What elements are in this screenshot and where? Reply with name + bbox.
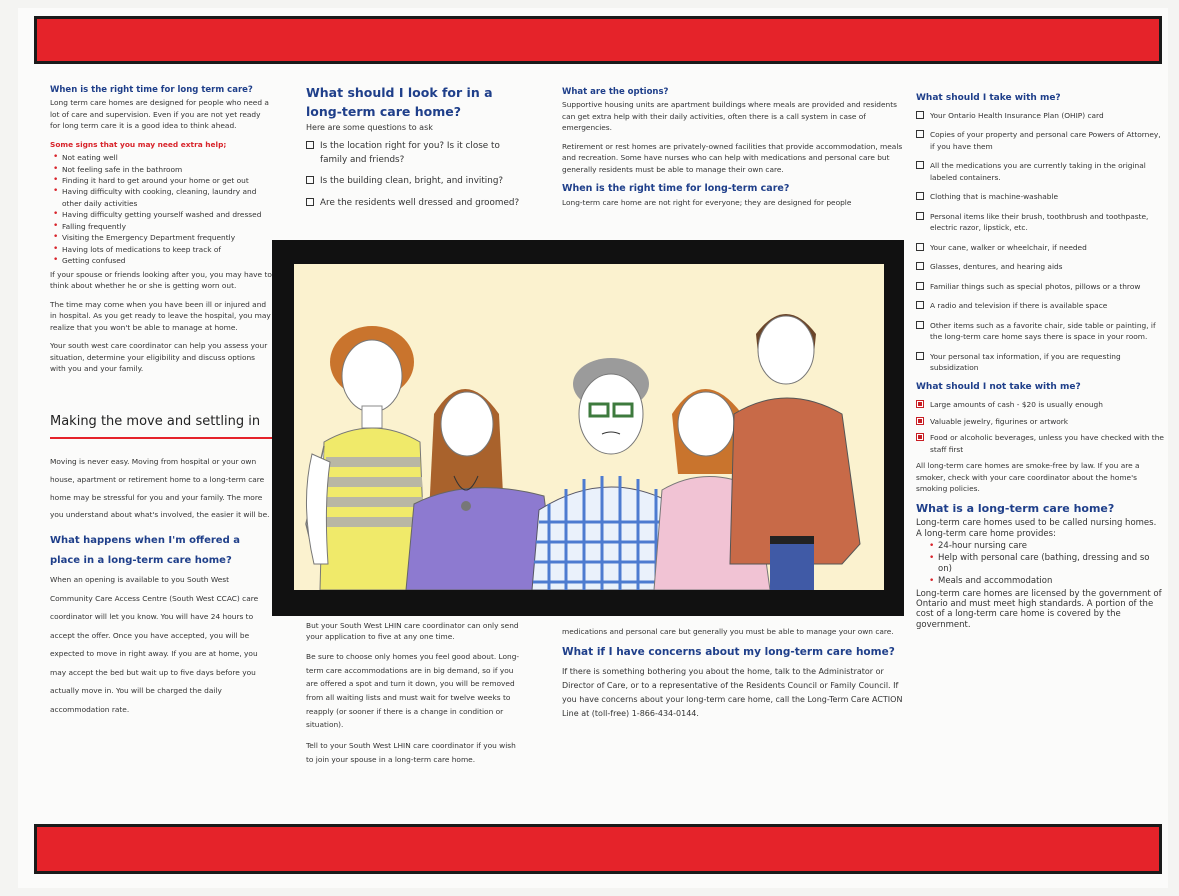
family-illustration (294, 264, 884, 590)
person-woman-striped (306, 326, 426, 590)
checklist-text: Your Ontario Health Insurance Plan (OHIP) card (930, 110, 1104, 120)
checkbox-icon (916, 111, 924, 119)
paragraph: If there is something bothering you about the home, talk to the Administrator or Director of Care, or to a representative of the Residents Council or Family Council. If you have concerns about your long-term care home, call the Long-Term Care ACTION Line at (toll-free) 1-866-434-0144. (562, 666, 903, 718)
list-item: • Having difficulty getting yourself washed and dressed (62, 209, 272, 220)
column-4 (916, 92, 1164, 637)
column-1 (50, 84, 272, 381)
checklist-text: Is the building clean, bright, and inviting? (320, 176, 504, 187)
checklist-item (320, 175, 524, 189)
column-1-lower (50, 412, 272, 726)
list-item: • 24-hour nursing care (938, 541, 1164, 552)
checkbox-icon (306, 141, 314, 149)
checklist-item (930, 320, 1164, 343)
checklist-item (930, 300, 1164, 311)
heading-not-take: What should I not take with me? (916, 382, 1081, 393)
checklist-text: Clothing that is machine-washable (930, 192, 1059, 202)
checklist-item (930, 191, 1164, 202)
family-picture-frame (272, 240, 904, 616)
person-girl-purple (406, 389, 556, 590)
heading-right-time: When is the right time for long term care? (50, 85, 253, 95)
take-list (916, 110, 1164, 374)
checklist-text: Glasses, dentures, and hearing aids (930, 262, 1063, 272)
paragraph: When an opening is available to you South West Community Care Access Centre (South West CCAC) care coordinator will let you know. You will have 24 hours to accept the offer. Once you have accepted, you will be expected to move in right away. If you are at home, you may accept the bed but wait up to five days before you actually move in. You will be charged the daily accommodation rate. (50, 575, 259, 714)
checklist-text: Personal items like their brush, toothbrush and toothpaste, electric razor, lipstick, etc. (930, 211, 1149, 233)
paragraph: Long term care homes are designed for people who need a lot of care and supervision. Even if you are not yet ready for long term care it is a good idea to think ahead. (50, 98, 269, 131)
paragraph: Your south west care coordinator can help you assess your situation, determine your eligibility and discuss options with you and your family. (50, 341, 268, 374)
checkbox-icon (916, 352, 924, 360)
checkbox-icon (916, 262, 924, 270)
list-item: • Meals and accommodation (938, 576, 1164, 587)
checklist-item (320, 197, 524, 211)
questions-intro: Here are some questions to ask (306, 122, 433, 132)
heading-concerns: What if I have concerns about my long-term care home? (562, 646, 895, 659)
x-box-icon (916, 433, 924, 441)
section-title-making-the-move: Making the move and settling in (50, 412, 272, 439)
paragraph: The time may come when you have been ill or injured and in hospital. As you get ready to leave the hospital, you may realize that you won't be able to manage at home. (50, 299, 271, 332)
paragraph: All long-term care homes are smoke-free by law. If you are a smoker, check with your care coordinator about the home's smoking policies. (916, 461, 1140, 494)
signs-title: Some signs that you may need extra help; (50, 139, 227, 149)
column-3-lower (562, 626, 907, 728)
checkbox-icon (306, 198, 314, 206)
checkbox-icon (916, 321, 924, 329)
checklist-item (930, 160, 1164, 183)
column-2-lower (306, 620, 524, 773)
top-red-banner (34, 16, 1162, 64)
checklist-text: Large amounts of cash - $20 is usually enough (930, 400, 1103, 410)
paragraph: Long-term care homes are licensed by the government of Ontario and must meet high standards. A portion of the cost of a long-term care home is covered by the government. (916, 589, 1162, 630)
checkbox-icon (916, 161, 924, 169)
checkbox-icon (916, 212, 924, 220)
checklist-item (930, 416, 1164, 427)
x-box-icon (916, 400, 924, 408)
checklist-item (930, 399, 1164, 410)
provides-list (916, 541, 1164, 587)
checkbox-icon (916, 130, 924, 138)
checklist-item (320, 140, 524, 167)
checkbox-icon (916, 243, 924, 251)
heading-what-is-ltc: What is a long-term care home? (916, 501, 1115, 515)
paragraph: Moving is never easy. Moving from hospital or your own house, apartment or retirement home to a long-term care home may be stressful for you and your family. The more you understand about what's involved, the easier it will be. (50, 457, 270, 520)
checklist-text: Other items such as a favorite chair, side table or painting, if the long-term care home says there is space in your room. (930, 320, 1156, 342)
checklist-text: Valuable jewelry, figurines or artwork (930, 416, 1069, 426)
checkbox-icon (916, 282, 924, 290)
checklist-item (930, 281, 1164, 292)
paragraph: Be sure to choose only homes you feel good about. Long-term care accommodations are in big demand, so if you are offered a spot and turn it down, you will be removed from all waiting lists and must wait for twelve weeks to reapply (or sooner if there is a change in condition or situation). (306, 651, 520, 730)
heading-take-with-me: What should I take with me? (916, 93, 1061, 103)
checklist-text: Is the location right for you? Is it close to family and friends? (320, 140, 500, 165)
heading-right-time-2: When is the right time for long-term care? (562, 182, 790, 194)
column-2 (306, 84, 524, 218)
checklist-text: A radio and television if there is available space (930, 301, 1108, 311)
column-3 (562, 86, 912, 210)
checklist-text: Food or alcoholic beverages, unless you have checked with the staff first (930, 433, 1164, 454)
heading-what-to-look-for: What should I look for in a long-term care home? (306, 85, 493, 119)
x-box-icon (916, 417, 924, 425)
list-item: • Having difficulty with cooking, cleaning, laundry and other daily activities (62, 186, 272, 209)
checklist-item (930, 351, 1164, 374)
checklist-item (930, 242, 1164, 253)
paragraph: Retirement or rest homes are privately-owned facilities that provide accommodation, meals and recreation. Some have nurses who can help with medications and personal care but generally residents must be able to manage their own care. (562, 141, 903, 174)
checkbox-icon (916, 301, 924, 309)
heading-offered-place: What happens when I'm offered a place in a long-term care home? (50, 535, 240, 567)
family-drawing (294, 264, 884, 590)
checklist-text: Familiar things such as special photos, pillows or a throw (930, 281, 1141, 291)
checklist-text: Your personal tax information, if you are requesting subsidization (930, 351, 1121, 372)
checkbox-icon (916, 192, 924, 200)
paragraph: If your spouse or friends looking after you, you may have to think about whether he or she is getting worn out. (50, 269, 272, 291)
list-item: • Not eating well (62, 152, 272, 163)
checkbox-icon (306, 176, 314, 184)
not-take-list (916, 399, 1164, 455)
checklist-item (930, 261, 1164, 272)
paragraph: medications and personal care but generally you must be able to manage your own care. (562, 627, 894, 636)
list-item: • Having lots of medications to keep track of (62, 244, 272, 255)
checklist-text: Copies of your property and personal care Powers of Attorney, if you have them (930, 130, 1161, 151)
checklist-item (930, 211, 1164, 234)
list-item: • Getting confused (62, 255, 272, 266)
checklist-item (930, 110, 1164, 121)
checklist-text: Are the residents well dressed and groomed? (320, 197, 520, 208)
bottom-red-banner (34, 824, 1162, 874)
list-item: • Visiting the Emergency Department frequently (62, 232, 272, 243)
heading-options: What are the options? (562, 87, 669, 97)
checklist-text: Your cane, walker or wheelchair, if needed (930, 242, 1087, 252)
checklist-text: All the medications you are currently taking in the original labeled containers. (930, 161, 1146, 182)
paragraph: Tell to your South West LHIN care coordinator if you wish to join your spouse in a long-term care home. (306, 741, 516, 764)
checklist-item (930, 432, 1164, 455)
signs-list (50, 152, 272, 267)
paragraph: Long-term care homes used to be called nursing homes. A long-term care home provides: (916, 517, 1157, 539)
questions-list (306, 140, 524, 211)
paragraph: But your South West LHIN care coordinator can only send your application to five at any one time. (306, 621, 519, 642)
paragraph-cut: Long-term care home are not right for everyone; they are designed for people (562, 197, 852, 207)
checklist-item (930, 129, 1164, 152)
list-item: • Finding it hard to get around your home or get out (62, 175, 272, 186)
list-item: • Help with personal care (bathing, dressing and so on) (938, 553, 1164, 576)
list-item: • Not feeling safe in the bathroom (62, 164, 272, 175)
list-item: • Falling frequently (62, 221, 272, 232)
person-tall-man (730, 314, 860, 590)
paragraph: Supportive housing units are apartment buildings where meals are provided and residents can get extra help with their daily activities, often there is a call system in case of emergencies. (562, 100, 897, 133)
